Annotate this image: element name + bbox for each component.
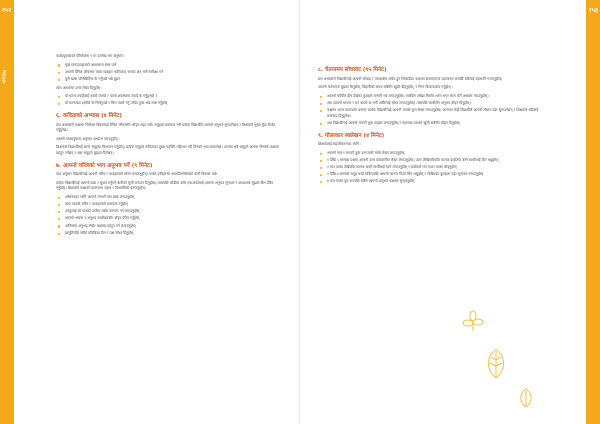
intro-list <box>56 63 284 83</box>
section-list <box>318 94 546 127</box>
section-paragraph: शिक्षकलाई सहजीकरणका लागि : <box>318 142 362 147</box>
list-item: यो घटना तपाईंलाई कस्तो लाग्यो ? यस्तो अवस्थामा तपाईं के गर्नुहुन्थ्यो ? <box>56 94 284 100</box>
list-item: आफ्नो नाम र मनपर्ने कुरा कागजको माथि लेख्न लगाउनुहोस् <box>318 151 546 157</box>
section-paragraph: पाठ अनुसार विद्यार्थीलाई आफ्नो चरित्र र व्यवहारबारे सोच्न लगाउनुहोस्। यसले उनीहरूमा आत्मविश्लेषणको बानी विकास गर्छ। <box>56 172 218 177</box>
section-paragraph: यस अभ्यासले विद्यार्थीलाई आफ्नो सोचाइ र व्यवहारमा सचेत हुन सिकाउँछ। कक्षामा सकारात्मक वातावरण बनाउँदै सबैलाई सहभागी गराउनुहोस्। <box>318 76 503 81</box>
list-item: मूर्ख मानव्यवहारको अवधारणा स्पष्ट पार्न <box>56 63 284 69</box>
mid-list <box>56 94 284 107</box>
intro-paragraph: पाठ्यपुस्तकको परियोजना १ मा उल्लेख भए अनुसार : <box>56 54 126 58</box>
list-item: आफ्नो भावना र अनुभव साथीहरूसँग बाँड्न प्रेरित गर्नुहोस् <box>56 216 284 222</box>
list-item: २ वटा वाक्य लेखेपछि कागज अर्को साथीलाई सार्न लगाउनुहोस् र प्रत्येकले थप एउटा वाक्य जोड्नुहोस् <box>318 165 546 171</box>
left-margin-strip <box>0 0 14 424</box>
list-item: ४ वटा वाक्य पूरा भएपछि सबैले आफ्नो अनुभव कक्षामा सुनाउनुहोस् <box>318 179 546 185</box>
section-heading: ८. चेतनामय सोचावट (१५ मिनेट) <box>318 67 387 73</box>
book-gutter <box>299 0 301 424</box>
leaf-sketch-icon <box>484 348 508 380</box>
list-item: अब आफ्नो भावना र मन कस्तो छ भनी आफैंलाई सोध्न लगाउनुहोस्। त्यसपछि साथीसँग अनुभव बाँड्न दिनुहोस्। <box>318 101 546 107</box>
section-paragraph: शिक्षकले विद्यार्थीलाई सानो समूहमा विभाजन गर्नुहोस्। प्रत्येक समूहले कविताका मुख्य पङ्क्ति पहिचान गरी तिनको भाव बताउनेछ। अन्तमा सबै समूहले आफ्ना निष्कर्ष कक्षामा प्रस्तुत गर्नेछन् र अरू समूहले सुझाव दिनेछन्। <box>56 145 279 155</box>
section-heading: ७. आफ्नो चरित्रको भाग अनुभव गर्ने (९ मिनेट) <box>56 162 153 169</box>
list-item: आफ्नो दैनिक जीवनमा यस्ता व्यवहार कतिपटक भएका छन् भनी समीक्षा गर्न <box>56 70 284 76</box>
left-page <box>56 54 284 239</box>
right-page <box>318 54 546 188</box>
section-list <box>56 195 284 237</box>
section-paragraph: प्रत्येक विद्यार्थीलाई आफ्नो राम्रा र सुधार गर्नुपर्ने बानीको सूची बनाउन दिनुहोस्। त्यसपछि जोडीमा बसेर एकअर्कालाई आफ्ना अनुभव सुनाउन र आवश्यक सुझाव दिन प्रेरित गर्नुहोस्। शिक्षकले कक्षाको वातावरण सहज र विश्वासिलो बनाउनुहोस्। <box>56 180 274 191</box>
mid-paragraph: त्यस आधारमा उत्तर लेख्न दिनुहोस् : <box>56 85 103 90</box>
list-item: त्यस पात्रको चरित्र र व्यवहारबारे छलफल गर्नुहोस् <box>56 202 284 208</box>
list-item: कुनै खास परिस्थितिमा के गर्नुपर्छ भन्ने बुझ्न <box>56 77 284 83</box>
list-item: आफ्नो चारैतिर हेरेर देखेका कुराहरू मनमनै गन्न लगाउनुहोस्। एकछिन आँखा चिम्लेर शान्त भएर सास फेर्ने अभ्यास गराउनुहोस्। <box>318 94 546 100</box>
left-page-number: १५२ <box>2 7 12 14</box>
section-heading: ६. कविताको अभ्यास (४ मिनेट) <box>56 112 122 119</box>
side-tab-label: परिशिष्ट <box>2 70 8 84</box>
section-paragraph: यस अभ्यासले कक्षामा सिकेका विषयलाई दैनिक जीवनसँग जोड्न मद्दत गर्छ। समूहमा छलफल गरी प्रत्येक विद्यार्थीले आफ्नो अनुभव सुनाउनेछन् र शिक्षकले मुख्य बुँदा टिपोट गर्नुहुनेछ। <box>56 122 276 133</box>
right-margin-strip <box>586 0 600 424</box>
list-item: अब विद्यार्थीलाई आफ्नो मनपर्ने कुरा सम्झन लगाउनुहोस् र त्यसबाट पाएको खुसी सबैसँग बाँड्न दिनुहोस्। <box>318 121 546 127</box>
right-page-number: १५३ <box>588 7 598 14</box>
leaf-sketch-icon <box>518 388 534 408</box>
section-heading: ९. गोलाकार स्वलेखन (४ मिनेट) <box>318 132 385 139</box>
list-item: अन्तिममा अनुभव लेखेर कक्षामा प्रस्तुत गर्न लगाउनुहोस् <box>56 224 284 230</box>
list-item: १ देखि ५ सम्मका प्रश्नमा आफ्नो उत्तर छोटकरीमा लेख्न लगाउनुहोस्। उत्तर लेखिसकेपछि कागज दायाँतर्फ बस्ने साथीलाई दिन भन्नुहोस्। <box>318 158 546 164</box>
section-paragraph: आफ्नो चेतनामय सुझाव दिनुहोस्, बिहानीको समय सबैसँग खुसी बाँड्नुहोस्, र निम्न क्रियाकलाप गर्नुहोस् : <box>318 85 454 90</box>
list-item: १ देखि ४ सम्मको समूह कार्य सकिएपछि आफ्नो कागज फिर्ता लिन भन्नुहोस् र लेखिएका कुराहरू पढेर सुनाउन लगाउनुहोस् <box>318 172 546 178</box>
flower-sketch-icon <box>462 310 484 332</box>
list-item: कक्षामा शान्त वातावरण बनाएर प्रत्येक विद्यार्थीलाई आफ्नो मनको कुरा लेख्न लगाउनुहोस्। अन्त्यमा केही विद्यार्थीले आफ्नो लेखन पढेर सुनाउनेछन् र शिक्षकले सबैलाई धन्यवाद दिनुहुनेछ। <box>318 108 546 119</box>
list-item: अभिनयका लागि आफ्नो मनपर्ने पात्र छान्न लगाउनुहोस् <box>56 195 284 201</box>
list-item: यो घटनाबाट हामीले के सिक्नुपर्छ र किन त्यसो गर्नु उचित हुन्छ भन्ने स्पष्ट गर्नुहोस् <box>56 101 284 107</box>
section-list <box>318 151 546 185</box>
list-item: आफूलाई सो पात्रको ठाउँमा राखेर कल्पना गर्न लगाउनुहोस् <box>56 209 284 215</box>
section-paragraph: आफ्नो पाठ्यपुस्तक अनुसार अभ्यास गराउनुहोस् : <box>56 136 120 141</box>
list-item: प्रस्तुतिपछि सबैले प्रतिक्रिया दिन र प्रश्न सोध्न दिनुहोस् <box>56 231 284 237</box>
